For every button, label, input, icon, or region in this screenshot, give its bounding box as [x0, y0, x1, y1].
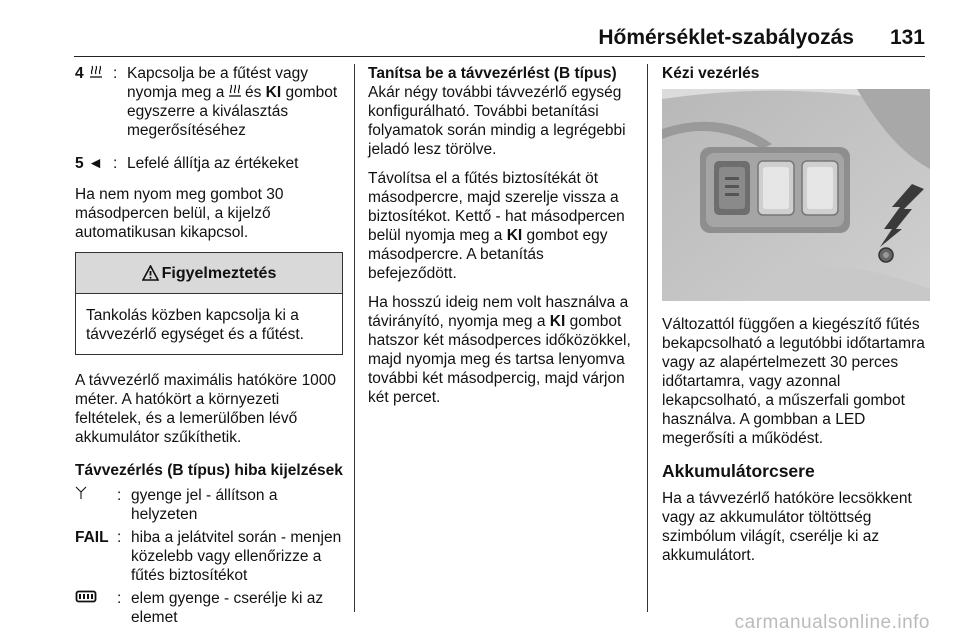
paragraph: Ha nem nyom meg gombot 30 másodpercen belül, a kijelző automatikusan kikapcsol. [75, 186, 284, 241]
definition-term: 4 [75, 64, 113, 140]
definition-description: Kapcsolja be a fűtést vagy nyomja meg a és KI gombot egyszerre a kiválasztás megerősítéséhez [127, 65, 338, 139]
paragraph: Távolítsa el a fűtés biztosítékát öt másodpercre, majd szerelje vissza a biztosítékot. Kettő - hat másodpercen belül nyomja meg a KI gombot egy másodpercre. A betanítás befejeződött. [368, 170, 625, 282]
paragraph: Akár négy további távvezérlő egység konfigurálható. További betanítási folyamatok során mindig a legrégebbi jeladó lesz törölve. [368, 84, 626, 158]
column-divider [647, 64, 648, 612]
definition-item: : elem gyenge - cserélje ki az elemet [75, 589, 343, 627]
antenna-icon [75, 486, 87, 500]
column-2 [368, 64, 634, 417]
watermark: carmanualsonline.info [734, 612, 930, 633]
subheading: Kézi vezérlés [662, 65, 760, 82]
page-number: 131 [889, 26, 925, 49]
definition-term [75, 589, 117, 627]
definition-item: FAIL : hiba a jelátvitel során - menjen közelebb vagy ellenőrizze a fűtés biztosítékot [75, 529, 342, 584]
definition-description: elem gyenge - cserélje ki az elemet [131, 590, 324, 626]
definition-term [75, 486, 117, 524]
definition-item: : gyenge jel - állítson a helyzeten [75, 486, 343, 524]
heater-icon [229, 84, 241, 98]
dashboard-switch-photo [662, 89, 930, 301]
heater-icon [90, 65, 102, 79]
definition-item: 5 ◄ : Lefelé állítja az értékeket [75, 154, 343, 173]
warning-triangle-icon [142, 265, 159, 281]
paragraph: A távvezérlő maximális hatóköre 1000 méter. A hatókört a környezeti feltételek, és a lemerülőben lévő akkumulátor szűkíthetik. [75, 372, 337, 446]
page-title: Hőmérséklet-szabályozás [598, 26, 854, 49]
column-divider [354, 64, 355, 612]
paragraph: Ha a távvezérlő hatóköre lecsökkent vagy az akkumulátor töltöttség szimbólum világít, cserélje ki az akkumulátort. [662, 490, 912, 564]
definition-description: hiba a jelátvitel során - menjen közelebb vagy ellenőrizze a fűtés biztosítékot [131, 529, 342, 584]
paragraph: Változattól függően a kiegészítő fűtés bekapcsolható a legutóbbi időtartamra vagy az alapértelmezett 30 perces időtartamra, vagy azonnal lekapcsolható, a műszerfali gombot használva. A gombban a LED megerősíti a működést. [662, 316, 925, 447]
definition-description: gyenge jel - állítson a helyzeten [131, 487, 278, 523]
battery-icon [75, 590, 97, 603]
definition-term: 5 ◄ [75, 155, 104, 172]
subheading: Távvezérlés (B típus) hiba kijelzések [75, 462, 343, 479]
definition-description: Lefelé állítja az értékeket [127, 155, 299, 172]
warning-body: Tankolás közben kapcsolja ki a távvezérlő egységet és a fűtést. [86, 307, 304, 343]
header-rule [74, 56, 925, 57]
definition-term: FAIL [75, 529, 109, 546]
page-header [598, 26, 925, 56]
definition-item: 4 : Kapcsolja be a fűtést vagy nyomja meg a és KI gombot egyszerre a kiválasztás megerősítéséhez [75, 64, 343, 140]
column-3 [662, 64, 930, 575]
section-heading: Tanítsa be a távvezérlést (B típus) [368, 65, 617, 82]
warning-box [75, 252, 343, 355]
section-heading: Akkumulátorcsere [662, 461, 815, 481]
paragraph: Ha hosszú ideig nem volt használva a távirányító, nyomja meg a KI gombot hatszor két másodperces időközökkel, majd nyomja meg és tartsa lenyomva további két másodpercig, majd várjon két percet. [368, 294, 631, 406]
warning-header [76, 253, 342, 294]
warning-title: Figyelmeztetés [161, 264, 277, 282]
column-1 [75, 64, 343, 637]
